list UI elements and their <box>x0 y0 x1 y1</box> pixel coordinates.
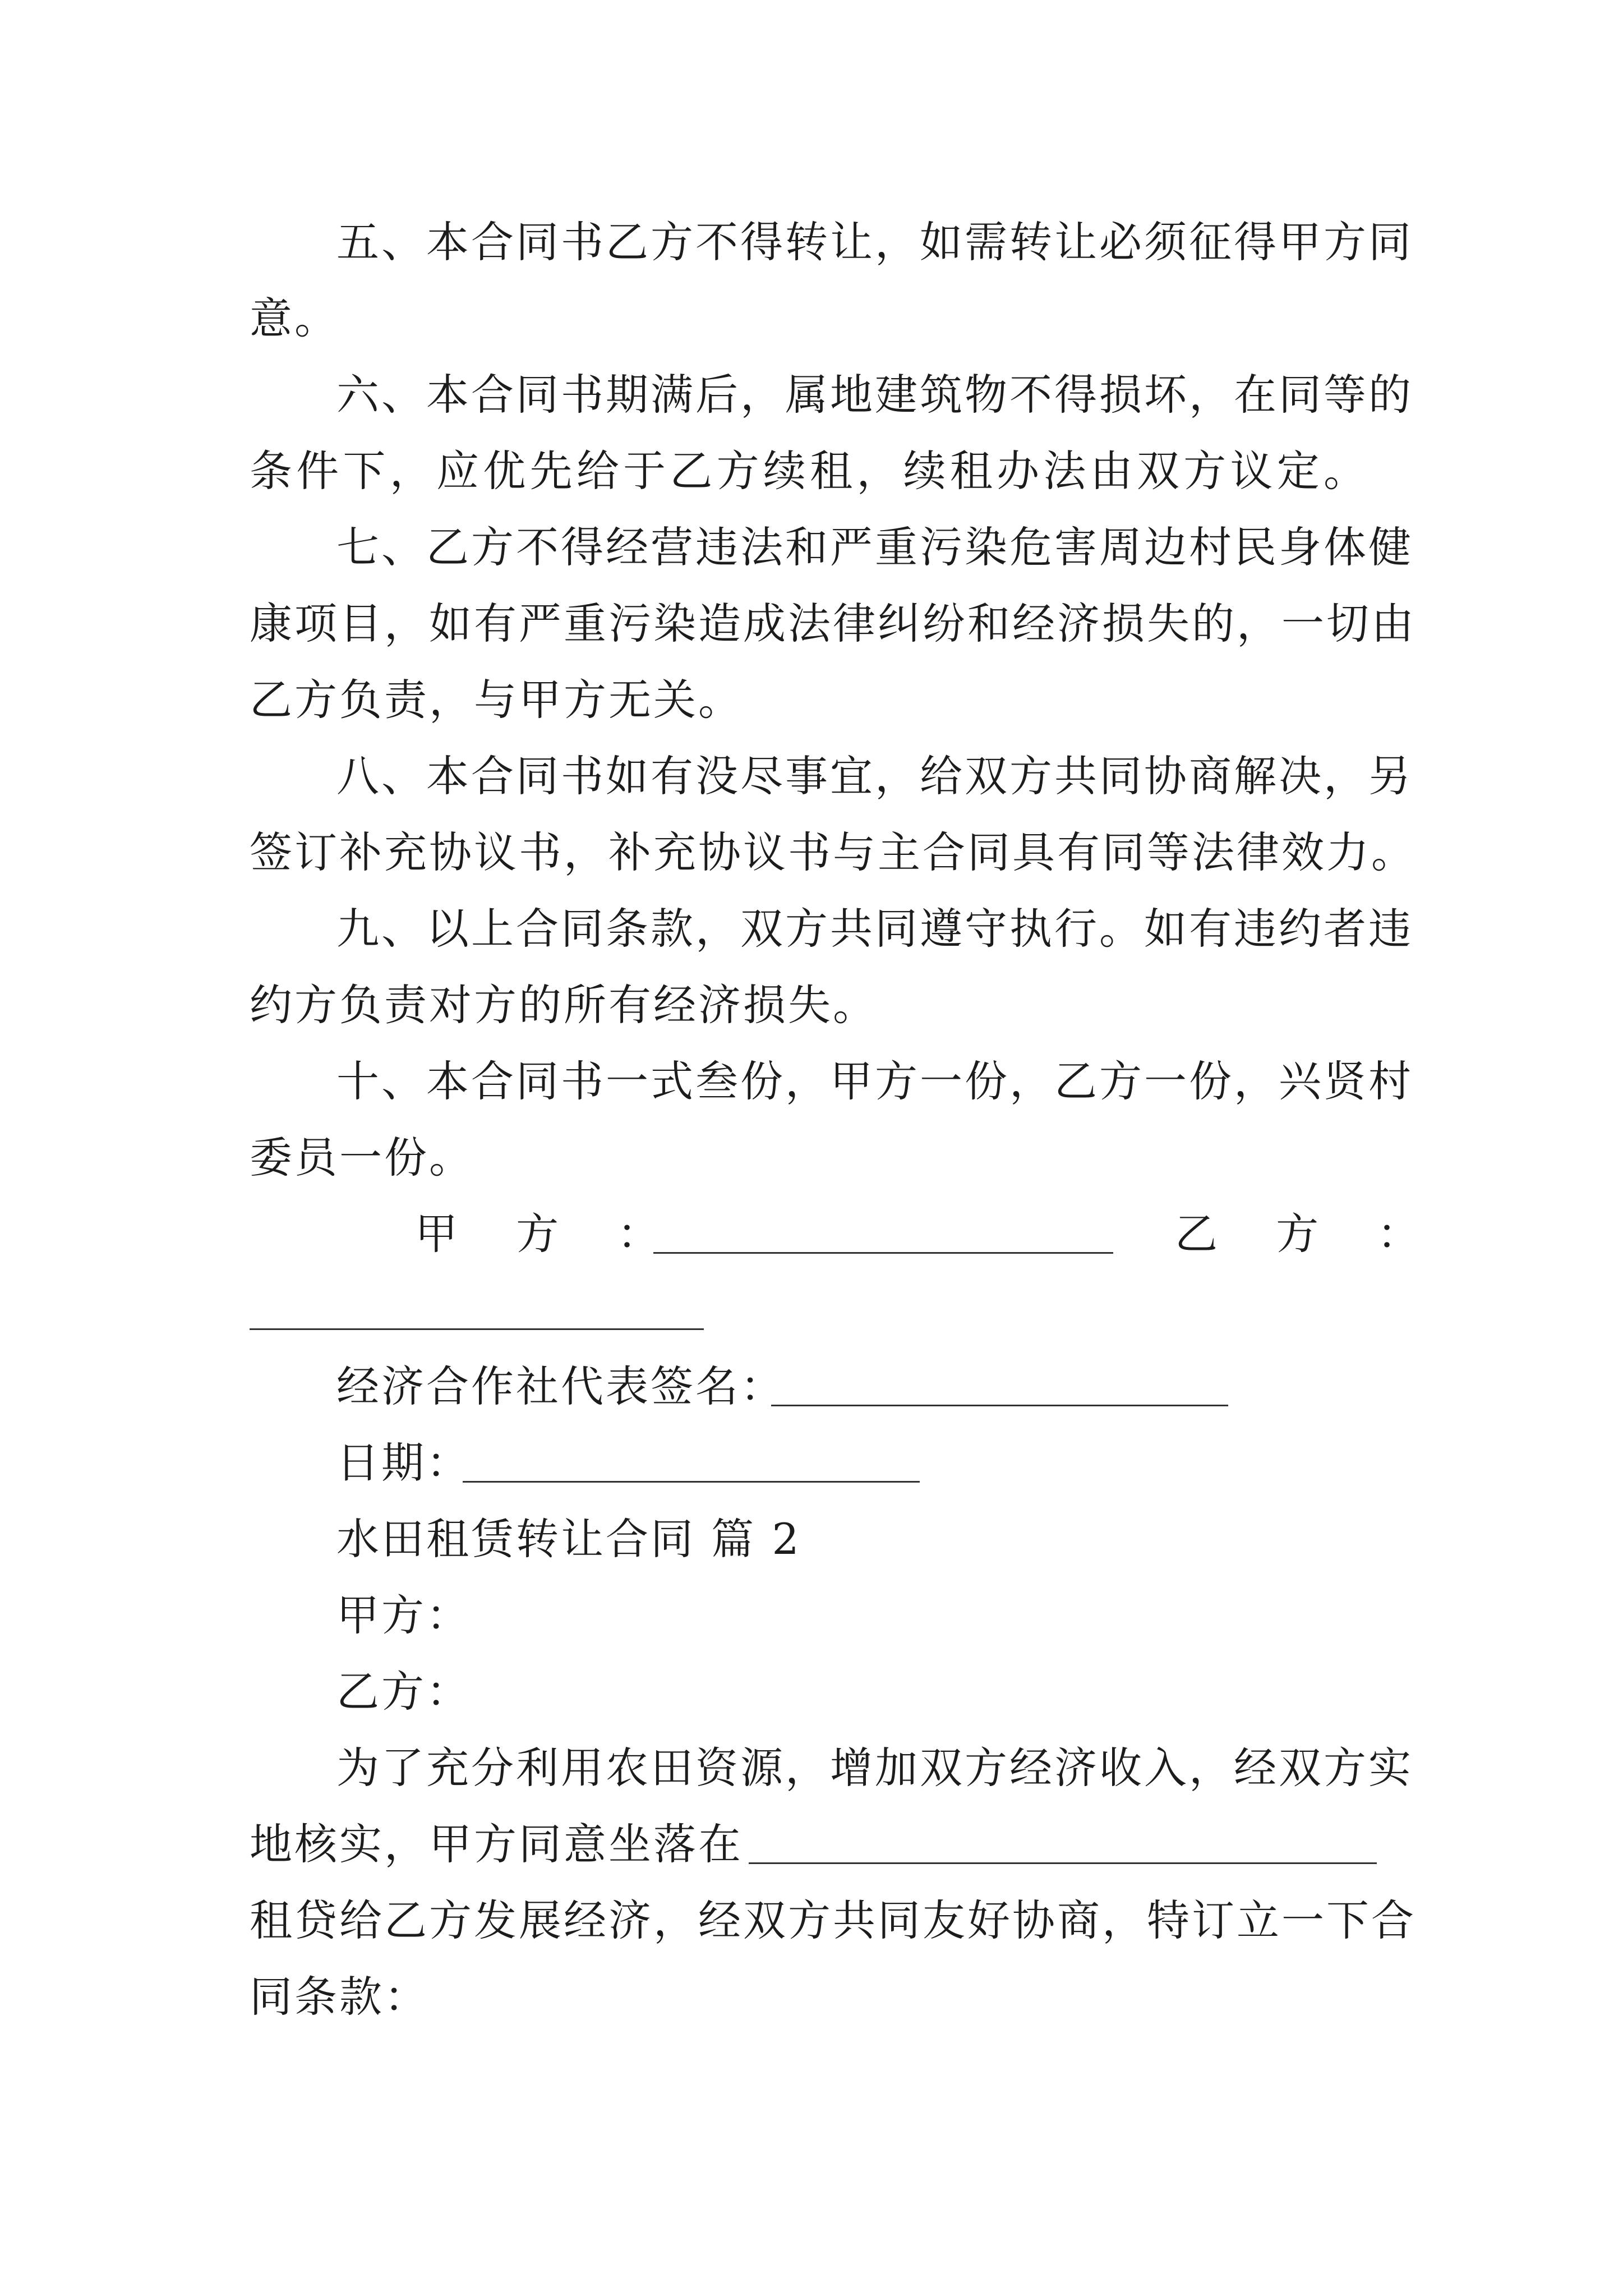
section-2-intro-line-4: 同条款： <box>250 1972 429 2022</box>
clause-8-line-1: 八、本合同书如有没尽事宜，给双方共同协商解决，另 <box>336 751 1413 801</box>
clause-9-line-1: 九、以上合同条款，双方共同遵守执行。如有违约者违 <box>336 904 1413 954</box>
clause-6-line-2: 条件下，应优先给于乙方续租，续租办法由双方议定。 <box>250 446 1368 496</box>
section-2-title: 水田租赁转让合同 篇 2 <box>336 1514 801 1564</box>
clause-5-line-2: 意。 <box>250 293 339 343</box>
clause-10-line-1: 十、本合同书一式叁份，甲方一份，乙方一份，兴贤村 <box>336 1056 1413 1106</box>
coop-rep-signature-label: 经济合作社代表签名： <box>336 1361 785 1411</box>
party-a-signature-label: 甲 方 ： <box>415 1209 683 1259</box>
clause-7-line-3: 乙方负责，与甲方无关。 <box>250 675 743 725</box>
section-2-party-b: 乙方： <box>336 1667 471 1717</box>
clause-10-line-2: 委员一份。 <box>250 1133 474 1182</box>
clause-9-line-2: 约方负责对方的所有经济损失。 <box>250 980 878 1030</box>
date-blank[interactable] <box>463 1481 920 1483</box>
clause-8-line-2: 签订补充协议书，补充协议书与主合同具有同等法律效力。 <box>250 827 1416 877</box>
date-label: 日期： <box>336 1438 471 1488</box>
section-2-intro-line-3: 租贷给乙方发展经济，经双方共同友好协商，特订立一下合 <box>250 1895 1416 1945</box>
party-b-signature-blank[interactable] <box>250 1328 704 1330</box>
clause-6-line-1: 六、本合同书期满后，属地建筑物不得损坏，在同等的 <box>336 370 1413 420</box>
clause-7-line-1: 七、乙方不得经营违法和严重污染危害周边村民身体健 <box>336 522 1413 572</box>
section-2-intro-line-2: 地核实，甲方同意坐落在 <box>250 1819 743 1869</box>
coop-rep-signature-blank[interactable] <box>771 1405 1228 1406</box>
section-2-intro-line-1: 为了充分利用农田资源，增加双方经济收入，经双方实 <box>336 1743 1413 1793</box>
clause-7-line-2: 康项目，如有严重污染造成法律纠纷和经济损失的，一切由 <box>250 599 1416 648</box>
party-b-signature-label: 乙 方 ： <box>1175 1209 1442 1259</box>
clause-5-line-1: 五、本合同书乙方不得转让，如需转让必须征得甲方同 <box>336 217 1413 267</box>
section-2-party-a: 甲方： <box>336 1590 471 1640</box>
party-a-signature-blank[interactable] <box>653 1252 1113 1254</box>
location-blank[interactable] <box>749 1862 1377 1864</box>
